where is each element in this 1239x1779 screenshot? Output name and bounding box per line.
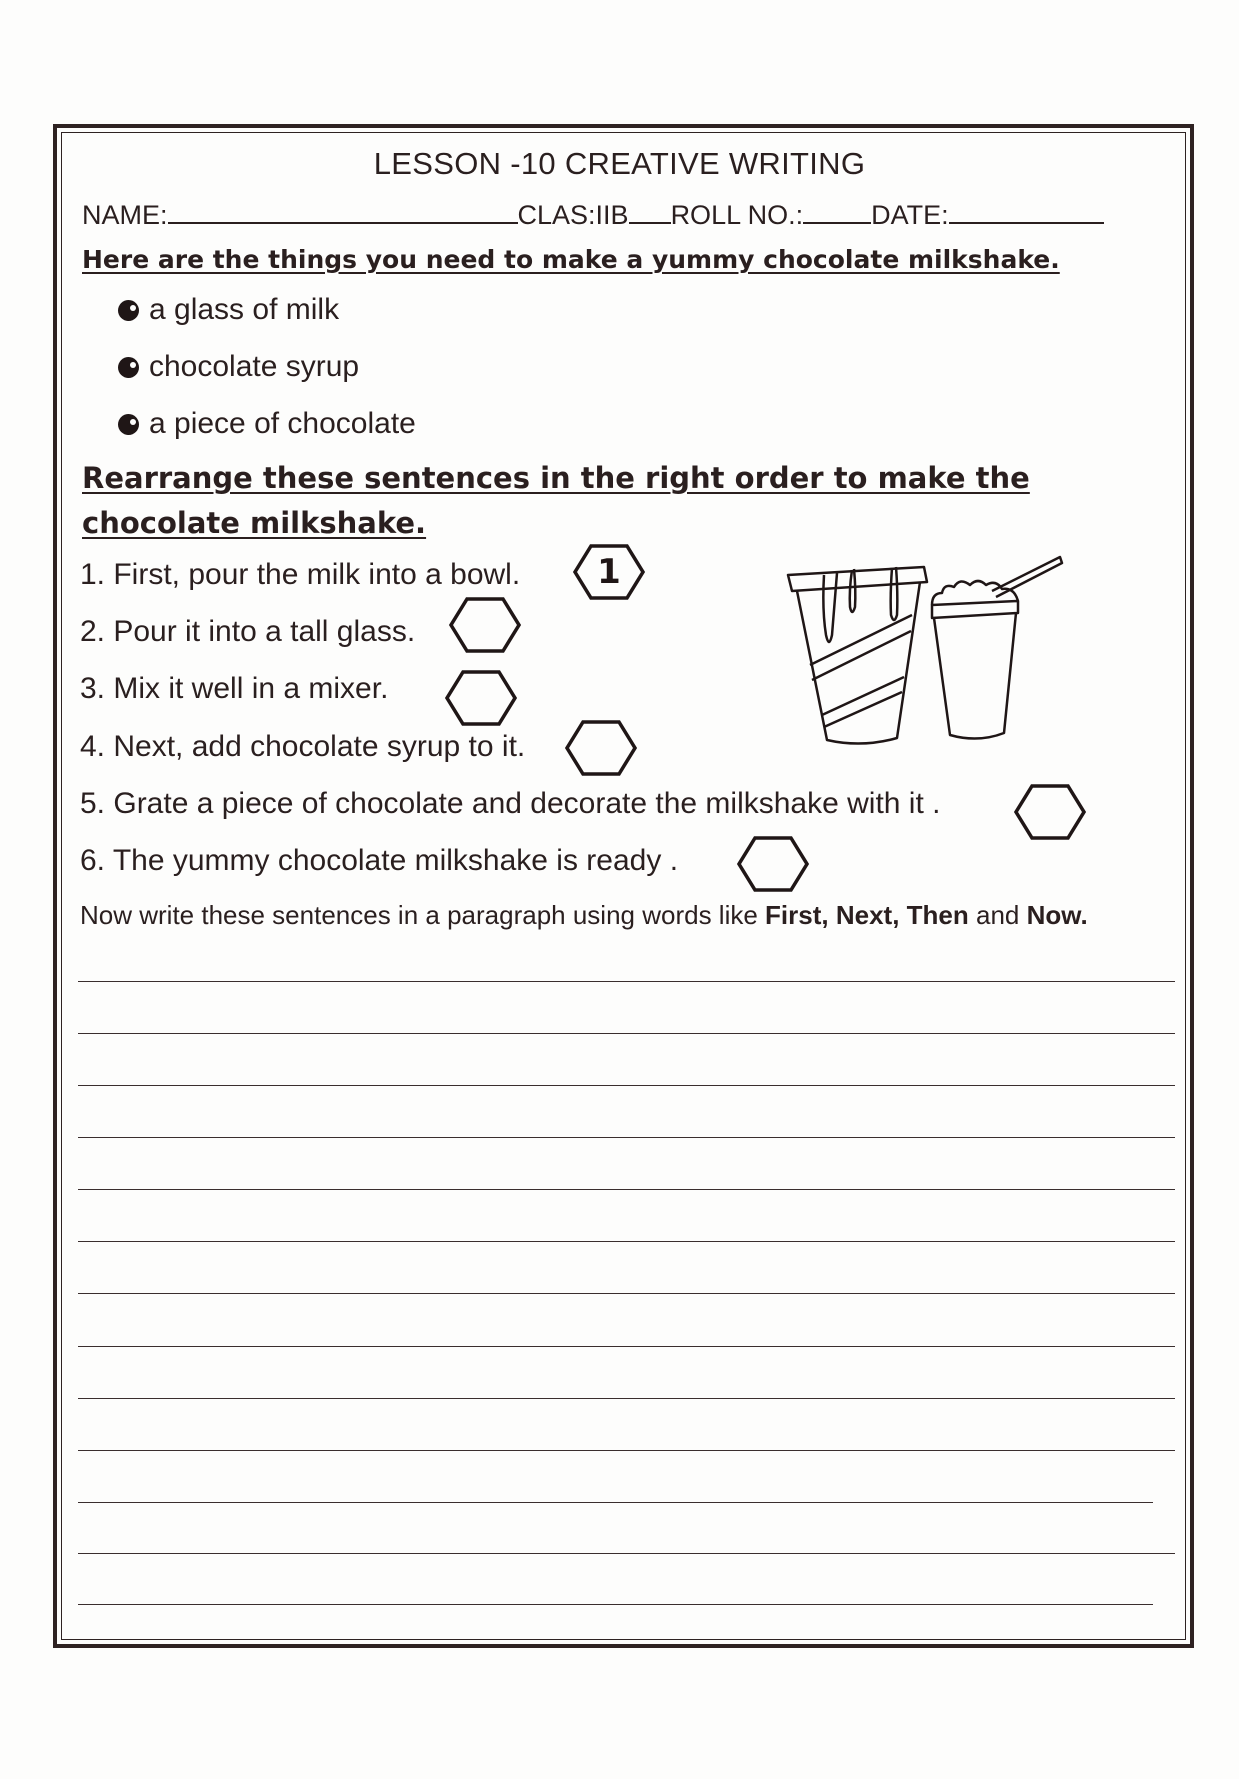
step-1-answer-box[interactable] <box>573 544 645 600</box>
writing-line[interactable] <box>78 1398 1175 1399</box>
writing-line[interactable] <box>78 1553 1175 1554</box>
writing-line[interactable] <box>78 1604 1153 1605</box>
things-heading: Here are the things you need to make a yummy chocolate milkshake. <box>82 245 1060 274</box>
page-title: LESSON -10 CREATIVE WRITING <box>373 146 866 181</box>
keyword-now: Now. <box>1026 900 1088 930</box>
ingredient-label: a piece of chocolate <box>149 407 416 440</box>
class-label: CLAS:IIB <box>517 200 629 230</box>
paragraph-instruction <box>80 900 1088 931</box>
date-label: DATE: <box>871 200 949 230</box>
writing-line[interactable] <box>78 981 1175 982</box>
class-blank[interactable] <box>629 200 671 224</box>
rearrange-heading-line1: Rearrange these sentences in the right order to make the <box>82 461 1030 495</box>
roll-label: ROLL NO.: <box>670 200 804 230</box>
step-4-text: 4. Next, add chocolate syrup to it. <box>80 730 526 763</box>
step-3-text: 3. Mix it well in a mixer. <box>80 672 389 705</box>
step-2-text: 2. Pour it into a tall glass. <box>80 615 416 648</box>
keyword-first: First, <box>765 900 829 930</box>
writing-line[interactable] <box>78 1137 1175 1138</box>
name-blank[interactable] <box>168 200 518 224</box>
ingredient-label: chocolate syrup <box>149 350 360 383</box>
roll-blank[interactable] <box>803 200 871 224</box>
writing-line[interactable] <box>78 1189 1175 1190</box>
bullet-icon <box>118 414 139 435</box>
step-1-text: 1. First, pour the milk into a bowl. <box>80 558 521 591</box>
step-3-answer-box[interactable] <box>445 670 517 726</box>
step-5-answer-box[interactable] <box>1014 784 1086 840</box>
ingredient-item <box>118 293 339 327</box>
student-info-row <box>82 200 1104 231</box>
ingredient-item <box>118 350 359 384</box>
writing-line[interactable] <box>78 1450 1175 1451</box>
ingredient-label: a glass of milk <box>149 293 340 326</box>
writing-line[interactable] <box>78 1033 1175 1034</box>
keyword-then: Then <box>906 900 969 930</box>
writing-line[interactable] <box>78 1346 1175 1347</box>
instruction-text: Now write these sentences in a paragraph using words like <box>80 900 766 930</box>
instruction-and: and <box>976 900 1020 930</box>
step-6-answer-box[interactable] <box>737 836 809 892</box>
rearrange-heading-line2: chocolate milkshake. <box>82 506 427 540</box>
writing-line[interactable] <box>78 1085 1175 1086</box>
step-4-answer-box[interactable] <box>565 720 637 776</box>
writing-line[interactable] <box>78 1293 1175 1294</box>
step-2-answer-box[interactable] <box>449 597 521 653</box>
writing-line[interactable] <box>78 1241 1175 1242</box>
writing-line[interactable] <box>78 1502 1153 1503</box>
name-label: NAME: <box>82 200 168 230</box>
keyword-next: Next, <box>835 900 900 930</box>
milkshake-glasses-icon <box>782 555 1072 750</box>
step-1-answer: 1 <box>597 552 621 592</box>
date-blank[interactable] <box>949 200 1104 224</box>
step-6-text: 6. The yummy chocolate milkshake is ready . <box>80 844 679 877</box>
bullet-icon <box>118 300 139 321</box>
bullet-icon <box>118 357 139 378</box>
step-5-text: 5. Grate a piece of chocolate and decorate the milkshake with it . <box>80 787 941 820</box>
ingredient-item <box>118 407 416 441</box>
